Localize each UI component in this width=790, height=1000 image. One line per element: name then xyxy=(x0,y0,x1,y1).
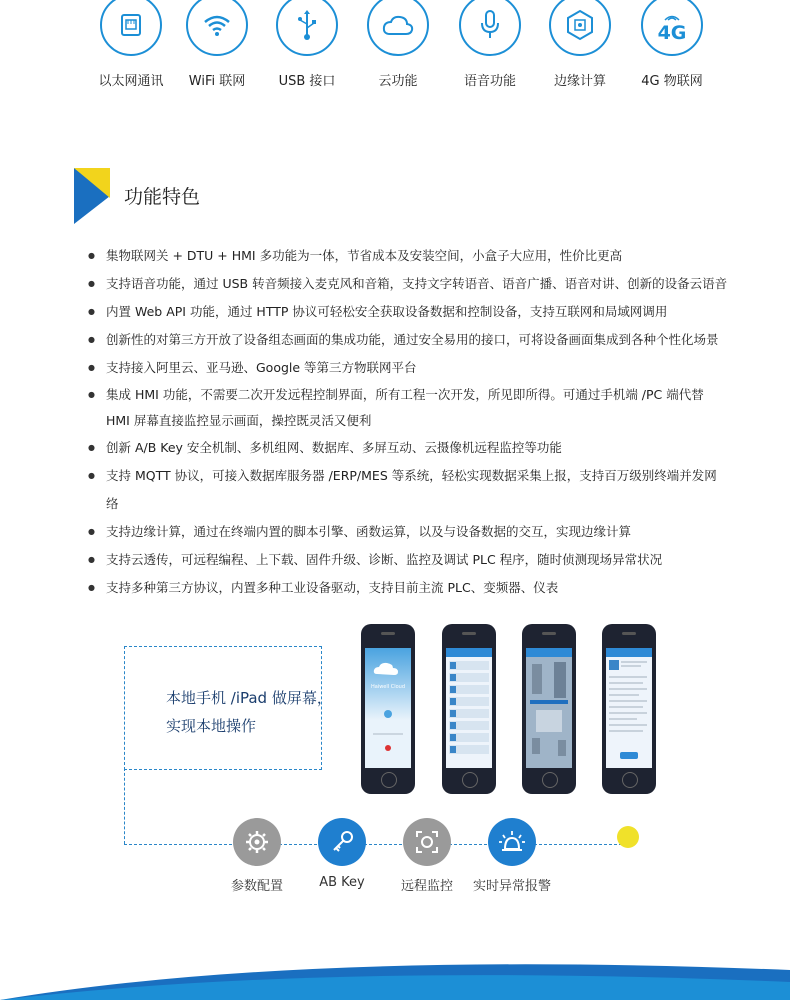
section-triangle-yellow xyxy=(74,168,110,198)
icon-label: 4G 物联网 xyxy=(641,74,703,89)
phone-screen xyxy=(606,648,652,768)
list-item: ● 支持边缘计算，通过在终端内置的脚本引擎、函数运算，以及与设备数据的交互，实现边缘计算 xyxy=(88,518,728,546)
icon-label: 边缘计算 xyxy=(553,74,606,89)
list-item: ● 集成 HMI 功能，不需要二次开发远程控制界面，所有工程一次开发，所见即所得。可通过手机端 /PC 端代替 HMI 屏幕直接监控显示画面，操控既灵活又便利 xyxy=(88,382,728,434)
icon-item-usb xyxy=(262,0,352,89)
gear-icon xyxy=(233,818,281,866)
icon-label: 云功能 xyxy=(378,74,418,89)
icon-item-voice xyxy=(445,0,535,89)
bottom-wave-decoration xyxy=(0,930,790,1000)
step-label: 参数配置 xyxy=(230,879,283,894)
step-label: AB Key xyxy=(319,875,365,890)
phone-scada-screen xyxy=(522,624,576,794)
end-dot xyxy=(617,826,639,848)
local-operation-text xyxy=(166,684,332,740)
icon-label: 语音功能 xyxy=(463,74,516,89)
feature-list xyxy=(88,242,728,602)
phone-home-button xyxy=(542,772,558,788)
list-item: ● 内置 Web API 功能，通过 HTTP 协议可轻松安全获取设备数据和控制设备，支持互联网和局域网调用 xyxy=(88,298,728,326)
phone-speaker xyxy=(381,632,395,635)
step-label: 实时异常报警 xyxy=(472,879,551,894)
local-text-line2: 实现本地操作 xyxy=(166,717,257,735)
list-item: ● 支持 MQTT 协议，可接入数据库服务器 /ERP/MES 等系统，轻松实现数据采集上报，支持百万级别终端并发网络 xyxy=(88,462,728,518)
icon-label: WiFi 联网 xyxy=(188,74,246,89)
local-text-line1: 本地手机 /iPad 做屏幕， xyxy=(166,689,332,707)
ethernet-icon xyxy=(100,0,162,56)
list-item: ● 支持云透传，可远程编程、上下载、固件升级、诊断、监控及调试 PLC 程序，随时侦测现场异常状况 xyxy=(88,546,728,574)
key-icon xyxy=(318,818,366,866)
phone-login-screen xyxy=(361,624,415,794)
list-item: ● 集物联网关 + DTU + HMI 多功能为一体，节省成本及安装空间，小盒子大应用，性价比更高 xyxy=(88,242,728,270)
phone-speaker xyxy=(542,632,556,635)
phone-home-button xyxy=(462,772,478,788)
step-realtime-alarm xyxy=(462,818,562,894)
camera-icon xyxy=(403,818,451,866)
connector-line-vertical xyxy=(124,768,125,844)
phone-screen xyxy=(365,648,411,768)
list-item: ● 支持接入阿里云、亚马逊、Google 等第三方物联网平台 xyxy=(88,354,728,382)
usb-icon xyxy=(276,0,338,56)
wifi-icon xyxy=(186,0,248,56)
section-title: 功能特色 xyxy=(124,186,201,208)
alarm-icon xyxy=(488,818,536,866)
microphone-icon xyxy=(459,0,521,56)
section-header xyxy=(74,168,374,228)
4g-icon xyxy=(641,0,703,56)
phone-speaker xyxy=(462,632,476,635)
phone-speaker xyxy=(622,632,636,635)
phone-device-list-screen xyxy=(442,624,496,794)
app-title: Haiwell Cloud xyxy=(370,684,406,690)
list-item: ● 创新 A/B Key 安全机制、多机组网、数据库、多屏互动、云摄像机远程监控等功能 xyxy=(88,434,728,462)
icon-item-4g xyxy=(627,0,717,89)
icon-item-wifi xyxy=(172,0,262,89)
icon-label: USB 接口 xyxy=(278,74,336,89)
edge-compute-icon xyxy=(549,0,611,56)
phone-alarm-screen xyxy=(602,624,656,794)
step-label: 远程监控 xyxy=(400,879,453,894)
list-item: ● 支持语音功能，通过 USB 转音频接入麦克风和音箱，支持文字转语音、语音广播、语音对讲、创新的设备云语音 xyxy=(88,270,728,298)
icon-item-cloud xyxy=(353,0,443,89)
list-item: ● 支持多种第三方协议，内置多种工业设备驱动，支持目前主流 PLC、变频器、仪表 xyxy=(88,574,728,602)
icon-label: 以太网通讯 xyxy=(98,74,164,89)
phone-screen xyxy=(446,648,492,768)
phone-screen xyxy=(526,648,572,768)
feature-icon-row xyxy=(0,0,790,110)
4g-icon-text: 4G xyxy=(657,21,687,44)
phone-home-button xyxy=(381,772,397,788)
list-item: ● 创新性的对第三方开放了设备组态画面的集成功能，通过安全易用的接口，可将设备画面集成到各种个性化场景 xyxy=(88,326,728,354)
phone-home-button xyxy=(622,772,638,788)
icon-item-edge xyxy=(535,0,625,89)
icon-item-ethernet xyxy=(86,0,176,89)
cloud-icon xyxy=(367,0,429,56)
